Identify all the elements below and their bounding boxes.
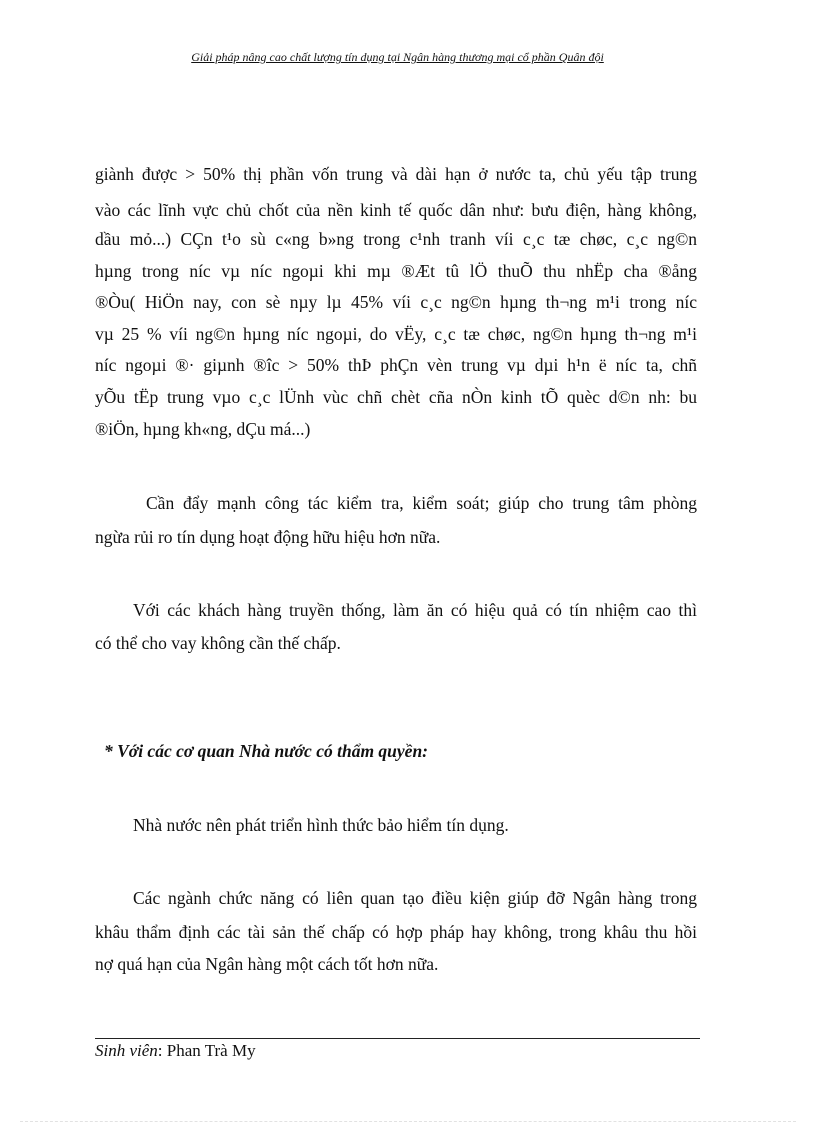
paragraph-1-line-6: vµ 25 % víi ng©n hµng níc ngoµi, do vËy, c¸c tæ chøc, ng©n hµng th¬ng m¹i <box>95 324 697 344</box>
footer-separator: : <box>157 1041 163 1060</box>
paragraph-5-line-1: Các ngành chức năng có liên quan tạo điều kiện giúp đỡ Ngân hàng trong <box>133 888 697 908</box>
paragraph-3-line-2: có thể cho vay không cần thế chấp. <box>95 633 341 653</box>
footer-student-name: Phan Trà My <box>166 1041 256 1060</box>
paragraph-2-line-2: ngừa rủi ro tín dụng hoạt động hữu hiệu hơn nữa. <box>95 527 441 547</box>
paragraph-1-line-4: hµng trong níc vµ níc ngoµi khi mµ ®Æt tû lÖ thuÕ thu nhËp cha ®ång <box>95 261 697 281</box>
paragraph-4-line-1: Nhà nước nên phát triển hình thức bảo hiểm tín dụng. <box>133 815 509 835</box>
page-bottom-edge <box>20 1121 796 1122</box>
paragraph-1-line-9: ®iÖn, hµng kh«ng, dÇu má...) <box>95 419 311 439</box>
paragraph-1-line-3: dầu mỏ...) CÇn t¹o sù c«ng b»ng trong c¹nh tranh víi c¸c tæ chøc, c¸c ng©n <box>95 229 697 249</box>
footer-label: Sinh viên <box>95 1041 158 1060</box>
running-header: Giải pháp nâng cao chất lượng tín dụng tại Ngân hàng thương mại cổ phần Quân đội <box>191 50 604 64</box>
paragraph-1-line-1: giành được > 50% thị phần vốn trung và dài hạn ở nước ta, chủ yếu tập trung <box>95 164 697 184</box>
paragraph-1-line-7: níc ngoµi ®· giµnh ®îc > 50% thÞ phÇn vèn trung vµ dµi h¹n ë níc ta, chñ <box>95 355 697 375</box>
paragraph-1-line-2: vào các lĩnh vực chủ chốt của nền kinh tế quốc dân như: bưu điện, hàng không, <box>95 200 697 220</box>
paragraph-1-line-8: yÕu tËp trung vµo c¸c lÜnh vùc chñ chèt cña nÒn kinh tÕ quèc d©n nh: bu <box>95 387 697 407</box>
paragraph-1-line-5: ®Òu( HiÖn nay, con sè nµy lµ 45% víi c¸c ng©n hµng th¬ng m¹i trong níc <box>95 292 697 312</box>
section-heading: * Với các cơ quan Nhà nước có thẩm quyền: <box>104 741 429 761</box>
paragraph-5-line-2: khâu thẩm định các tài sản thế chấp có hợp pháp hay không, trong khâu thu hồi <box>95 922 697 942</box>
paragraph-3-line-1: Với các khách hàng truyền thống, làm ăn có hiệu quả có tín nhiệm cao thì <box>133 600 697 620</box>
paragraph-2-line-1: Cần đẩy mạnh công tác kiểm tra, kiểm soát; giúp cho trung tâm phòng <box>146 493 697 513</box>
footer-divider <box>95 1038 700 1039</box>
footer <box>95 1041 256 1061</box>
paragraph-5-line-3: nợ quá hạn của Ngân hàng một cách tốt hơn nữa. <box>95 954 439 974</box>
